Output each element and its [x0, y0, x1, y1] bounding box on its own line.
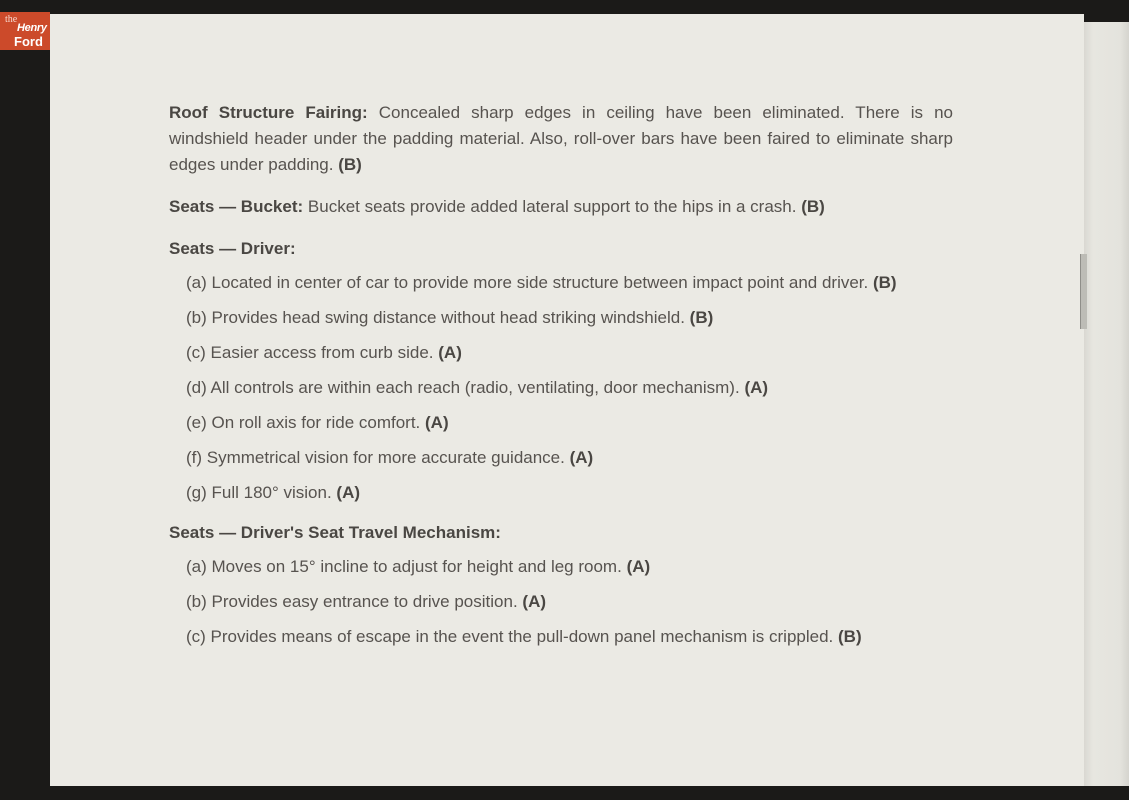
roof-heading: Roof Structure Fairing: — [169, 103, 368, 122]
page-tab — [1080, 254, 1087, 329]
bucket-tag: (B) — [801, 197, 825, 216]
driver-item-f — [186, 445, 953, 471]
driver-item-text: (d) All controls are within each reach (radio, ventilating, door mechanism). — [186, 378, 740, 397]
logo-ford: Ford — [14, 34, 43, 49]
driver-item-a — [186, 270, 953, 296]
driver-item-b — [186, 305, 953, 331]
driver-item-tag: (A) — [425, 413, 449, 432]
driver-item-tag: (A) — [744, 378, 769, 397]
driver-item-tag: (B) — [689, 308, 714, 327]
page-edge — [1084, 22, 1129, 786]
driver-item-text: (e) On roll axis for ride comfort. — [186, 413, 421, 432]
logo-the: the — [5, 14, 18, 25]
travel-item-c — [186, 624, 953, 650]
driver-item-c — [186, 340, 953, 366]
roof-paragraph — [169, 100, 953, 178]
driver-item-g — [186, 480, 953, 506]
driver-item-text: (b) Provides head swing distance without head striking windshield. — [186, 308, 685, 327]
travel-item-tag: (B) — [838, 627, 862, 646]
driver-item-d — [186, 375, 953, 401]
driver-item-tag: (A) — [438, 343, 462, 362]
driver-item-text: (a) Located in center of car to provide more side structure between impact point and driver. — [186, 273, 869, 292]
travel-list — [169, 554, 953, 650]
travel-item-text: (c) Provides means of escape in the event the pull-down panel mechanism is crippled. — [186, 627, 834, 646]
travel-item-tag: (A) — [626, 557, 651, 576]
document-content — [169, 100, 953, 650]
bucket-heading: Seats — Bucket: — [169, 197, 304, 216]
henry-ford-logo — [0, 12, 50, 50]
roof-text: Concealed sharp edges in ceiling have been eliminated. There is no windshield header under the padding material. Also, roll-over bars have been faired to eliminate sharp edges under padding. — [169, 103, 954, 174]
travel-item-text: (a) Moves on 15° incline to adjust for height and leg room. — [186, 557, 622, 576]
driver-item-tag: (A) — [569, 448, 594, 467]
roof-tag: (B) — [338, 155, 362, 174]
travel-item-b — [186, 589, 953, 615]
travel-heading: Seats — Driver's Seat Travel Mechanism: — [169, 523, 501, 542]
bucket-text: Bucket seats provide added lateral support to the hips in a crash. — [307, 197, 797, 216]
logo-henry: Henry — [17, 22, 47, 34]
travel-item-text: (b) Provides easy entrance to drive position. — [186, 592, 518, 611]
driver-item-tag: (A) — [336, 483, 361, 502]
travel-item-a — [186, 554, 953, 580]
driver-list — [169, 270, 953, 506]
driver-item-text: (c) Easier access from curb side. — [186, 343, 434, 362]
bucket-paragraph — [169, 194, 953, 220]
driver-heading: Seats — Driver: — [169, 239, 296, 258]
driver-item-text: (g) Full 180° vision. — [186, 483, 332, 502]
driver-item-e — [186, 410, 953, 436]
travel-item-tag: (A) — [522, 592, 547, 611]
driver-item-tag: (B) — [872, 273, 897, 292]
driver-item-text: (f) Symmetrical vision for more accurate guidance. — [186, 448, 565, 467]
